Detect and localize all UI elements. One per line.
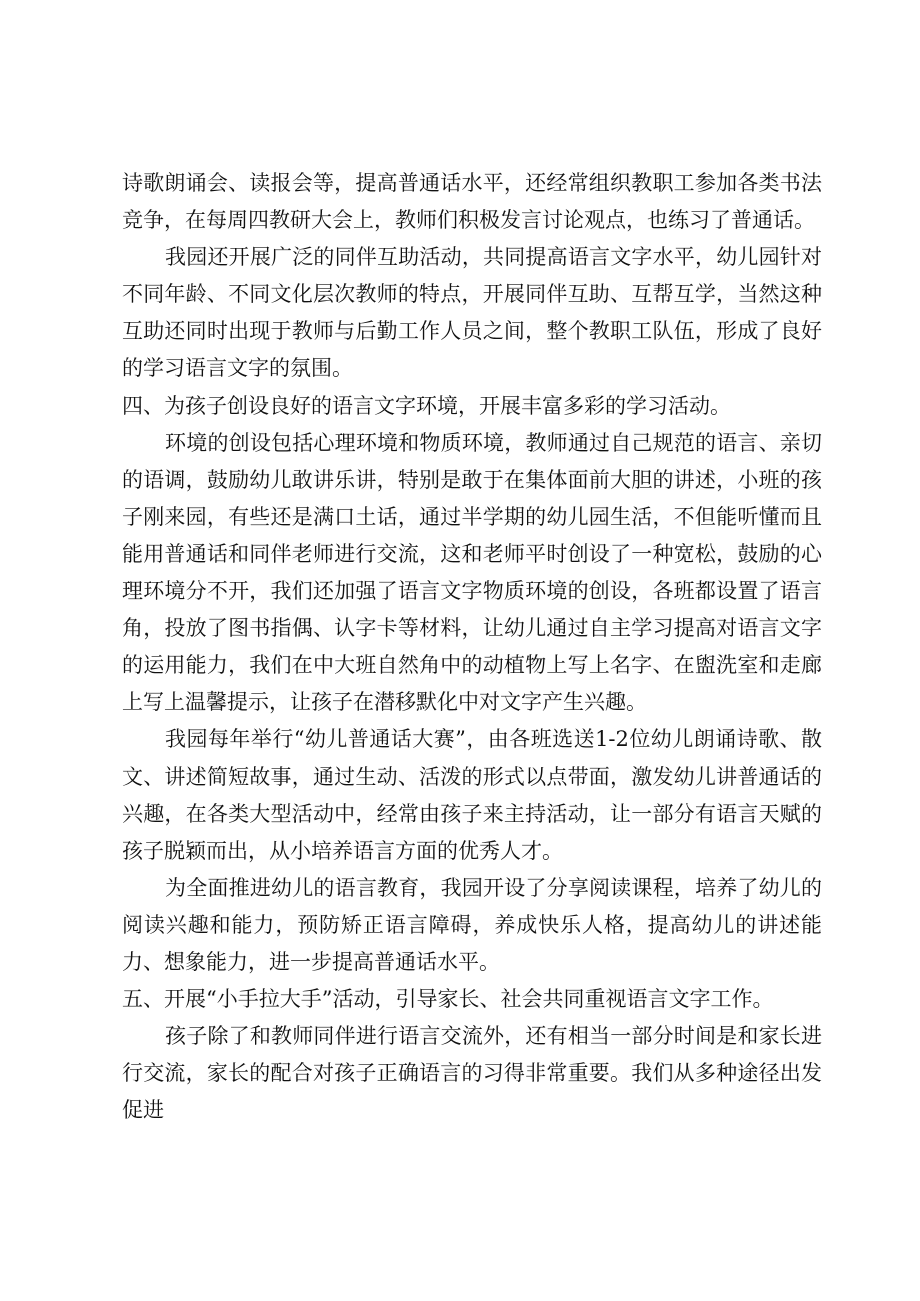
paragraph-family-communication: 孩子除了和教师同伴进行语言交流外，还有相当一部分时间是和家长进行交流，家长的配合对孩子正确语言的习得非常重要。我们从多种途径出发促进: [122, 1024, 822, 1123]
paragraph-mandarin-contest: 我园每年举行“幼儿普通话大赛”，由各班选送1-2位幼儿朗诵诗歌、散文、讲述简短故事，通过生动、活泼的形式以点带面，激发幼儿讲普通话的兴趣，在各类大型活动中，经常由孩子来主持活动，让一部分有语言天赋的孩子脱颖而出，从小培养语言方面的优秀人才。: [122, 727, 822, 863]
paragraph-shared-reading: 为全面推进幼儿的语言教育，我园开设了分享阅读课程，培养了幼儿的阅读兴趣和能力，预防矫正语言障碍，养成快乐人格，提高幼儿的讲述能力、想象能力，进一步提高普通话水平。: [122, 875, 822, 974]
paragraph-peer-assistance: 我园还开展广泛的同伴互助活动，共同提高语言文字水平，幼儿园针对不同年龄、不同文化层次教师的特点，开展同伴互助、互帮互学，当然这种互助还同时出现于教师与后勤工作人员之间，整个教职工队伍，形成了良好的学习语言文字的氛围。: [122, 245, 822, 381]
document-body: [122, 165, 822, 1129]
paragraph-continuation: 诗歌朗诵会、读报会等，提高普通话水平，还经常组织教职工参加各类书法竞争，在每周四教研大会上，教师们积极发言讨论观点，也练习了普通话。: [122, 171, 822, 233]
section-heading-five: 五、开展“小手拉大手”活动，引导家长、社会共同重视语言文字工作。: [122, 987, 774, 1012]
paragraph-environment: 环境的创设包括心理环境和物质环境，教师通过自己规范的语言、亲切的语调，鼓励幼儿敢讲乐讲，特别是敢于在集体面前大胆的讲述，小班的孩子刚来园，有些还是满口土话，通过半学期的幼儿园生活，不但能听懂而且能用普通话和同伴老师进行交流，这和老师平时创设了一种宽松，鼓励的心理环境分不开，我们还加强了语言文字物质环境的创设，各班都设置了语言角，投放了图书指偶、认字卡等材料，让幼儿通过自主学习提高对语言文字的运用能力，我们在中大班自然角中的动植物上写上名字、在盥洗室和走廊上写上温馨提示，让孩子在潜移默化中对文字产生兴趣。: [122, 430, 822, 715]
section-heading-four: 四、为孩子创设良好的语言文字环境，开展丰富多彩的学习活动。: [122, 393, 731, 418]
